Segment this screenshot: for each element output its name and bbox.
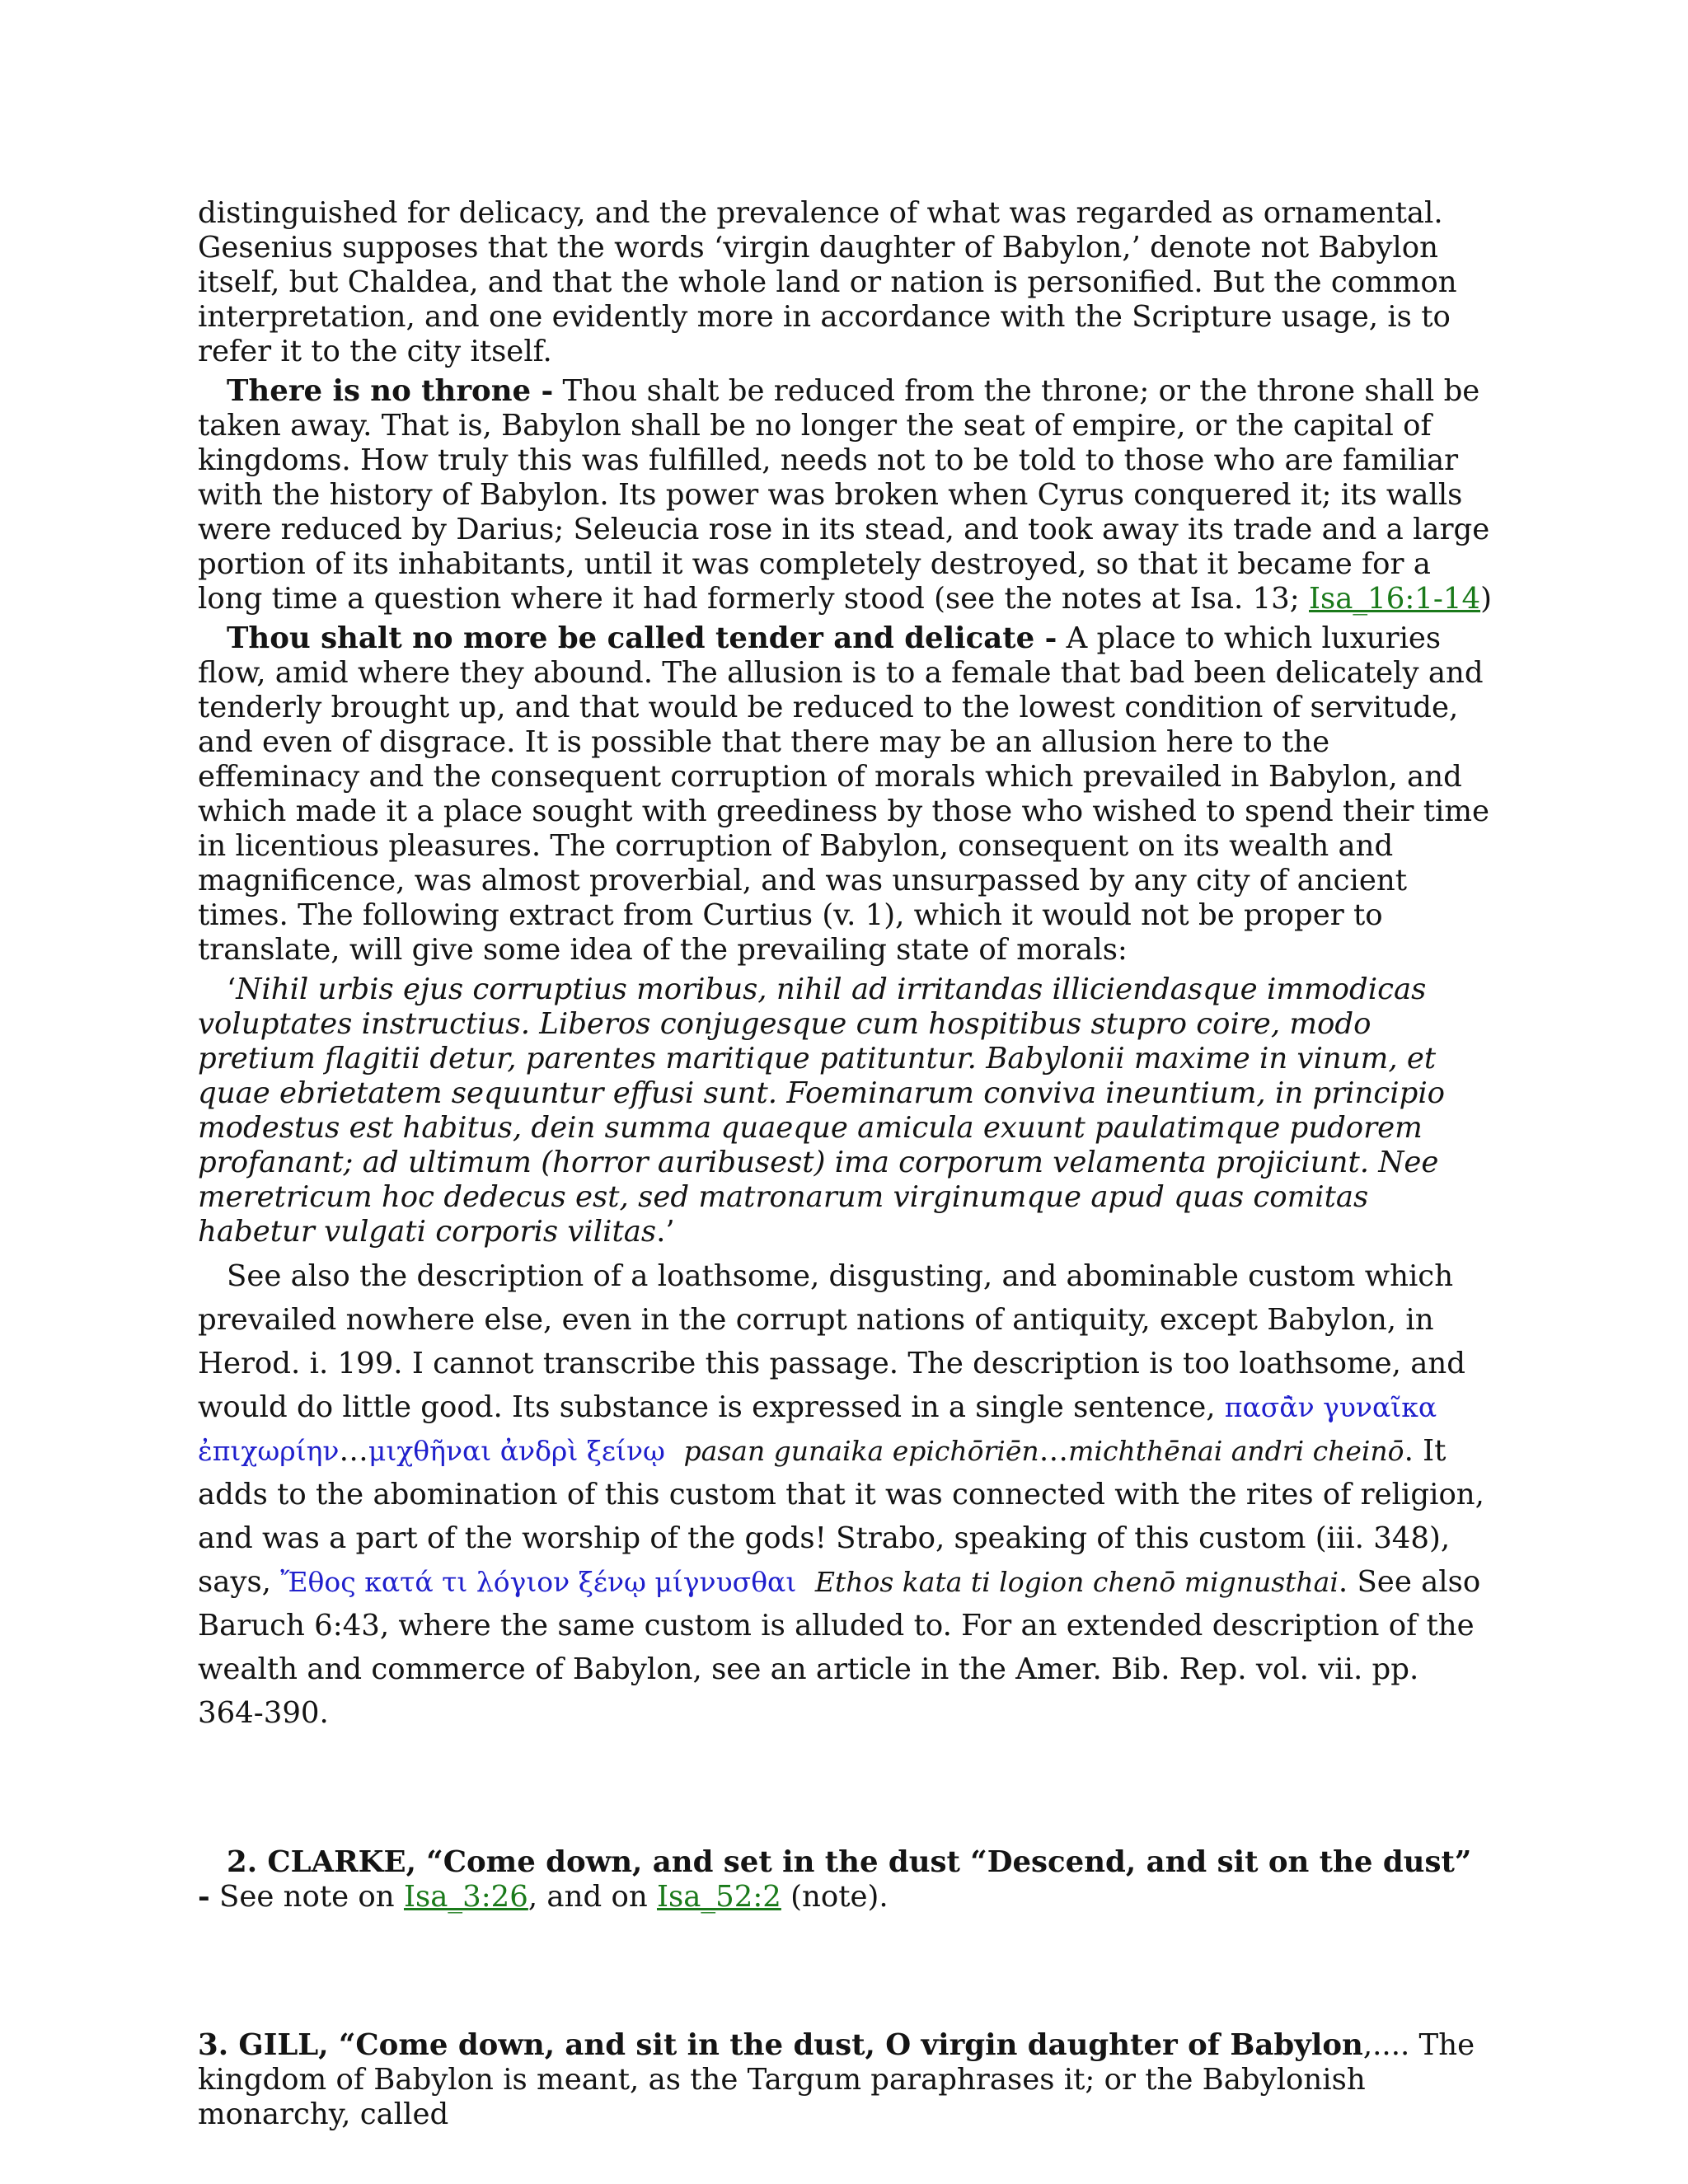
heading-gill: 3. GILL, “Come down, and sit in the dust, O virgin daughter of Babylon xyxy=(198,2028,1363,2062)
heading-tender-delicate: Thou shalt no more be called tender and delicate - xyxy=(227,621,1057,655)
heading-clarke: 2. CLARKE, “Come down, and set in the dust “Descend, and sit on the dust” - xyxy=(198,1845,1472,1914)
link-isa-52-2[interactable]: Isa_52:2 xyxy=(656,1880,781,1914)
text-custom-2: . It adds to the abomination of this custom that it was connected with the rites of religion, and was a part of the worship of the gods! Strabo, speaking of this custom (iii. 348), says, xyxy=(198,1434,1484,1599)
paragraph-intro: distinguished for delicacy, and the prevalence of what was regarded as ornamental. Gesenius supposes that the words ‘virgin daughter of Babylon,’ denote not Babylon itself, but Chaldea, and that the whole land or nation is personified. But the common interpretation, and one evidently more in accordance with the Scripture usage, is to refer it to the city itself. xyxy=(198,196,1457,368)
text-gill: ,.... The kingdom of Babylon is meant, as the Targum paraphrases it; or the Babylonish monarchy, called xyxy=(198,2028,1475,2131)
quote-latin-text: Nihil urbis ejus corruptius moribus, nihil ad irritandas illiciendasque immodicas voluptates instructius. Liberos conjugesque cum hospitibus stupro coire, modo pretium flagitii detur, parentes maritique patituntur. Babylonii maxime in vinum, et quae ebrietatem sequuntur effusi sunt. Foeminarum conviva ineuntium, in principio modestus est habitus, dein summa quaeque amicula exuunt paulatimque pudorem profanant; ad ultimum (horror auribusest) ima corporum velamenta projiciunt. Nee meretricum hoc dedecus est, sed matronarum virginumque apud quas comitas habetur vulgati corporis vilitas xyxy=(198,972,1446,1249)
text-tender-delicate: A place to which luxuries flow, amid where they abound. The allusion is to a female that bad been delicately and tenderly brought up, and that would be reduced to the lowest condition of servitude, and even of disgrace. It is possible that there may be an allusion here to the effeminacy and the consequent corruption of morals which prevailed in Babylon, and which made it a place sought with greediness by those who wished to spend their time in licentious pleasures. The corruption of Babylon, consequent on its wealth and magnificence, was almost proverbial, and was unsurpassed by any city of ancient times. The following extract from Curtius (v. 1), which it would not be proper to translate, will give some idea of the prevailing state of morals: xyxy=(198,621,1489,967)
paragraph-no-throne xyxy=(198,374,1492,616)
link-isa-3-26[interactable]: Isa_3:26 xyxy=(403,1880,528,1914)
ellipsis-2: … xyxy=(1039,1434,1069,1468)
quote-open: ‘ xyxy=(227,972,237,1006)
section-gap-1 xyxy=(198,1740,1492,1845)
greek-phrase-2: Ἔθος κατά τι λόγιον ξένῳ μίγνυσθαι xyxy=(280,1566,797,1598)
link-isa-16-1-14[interactable]: Isa_16:1-14 xyxy=(1309,582,1481,616)
heading-no-throne: There is no throne - xyxy=(227,374,554,408)
quote-close: .’ xyxy=(656,1215,675,1249)
document-page xyxy=(198,196,1492,2137)
text-custom-3: . See also Baruch 6:43, where the same custom is alluded to. For an extended description of the wealth and commerce of Babylon, see an article in the Amer. Bib. Rep. vol. vii. pp. 364-390. xyxy=(198,1565,1481,1730)
paragraph-clarke xyxy=(198,1845,1492,1915)
paragraph-gill xyxy=(198,2028,1492,2132)
text-clarke-1: See note on xyxy=(209,1880,404,1914)
text-no-throne: Thou shalt be reduced from the throne; or the throne shall be taken away. That is, Babylon shall be no longer the seat of empire, or the capital of kingdoms. How truly this was fulfilled, needs not to be told to those who are familiar with the history of Babylon. Its power was broken when Cyrus conquered it; its walls were reduced by Darius; Seleucia rose in its stead, and took away its trade and a large portion of its inhabitants, until it was completely destroyed, so that it became for a long time a question where it had formerly stood (see the notes at Isa. 13; xyxy=(198,374,1490,616)
latin-quote xyxy=(198,972,1492,1249)
translit-1a: pasan gunaika epichōriēn xyxy=(683,1435,1039,1467)
greek-phrase-1b: μιχθῆναι ἀνδρὶ ξείνῳ xyxy=(368,1435,665,1467)
paragraph-custom xyxy=(198,1254,1492,1735)
text-custom-1: See also the description of a loathsome, disgusting, and abominable custom which prevailed nowhere else, even in the corrupt nations of antiquity, except Babylon, in Herod. i. 199. I cannot transcribe this passage. The description is too loathsome, and would do little good. Its substance is expressed in a single sentence, xyxy=(198,1259,1465,1424)
greek-phrase-1a: πασᾱ̀ν γυναῖκα ἐπιχωρίην xyxy=(198,1391,1437,1467)
translit-1b: michthēnai andri cheinō xyxy=(1068,1435,1404,1467)
paragraph-tender-delicate xyxy=(198,621,1492,968)
text-clarke-2: , and on xyxy=(528,1880,657,1914)
translit-2: Ethos kata ti logion chenō mignusthai xyxy=(814,1566,1339,1598)
section-gap-2 xyxy=(198,1919,1492,2028)
text-clarke-3: (note). xyxy=(781,1880,889,1914)
ellipsis-1: … xyxy=(339,1434,368,1468)
text-no-throne-tail: ) xyxy=(1480,582,1492,616)
